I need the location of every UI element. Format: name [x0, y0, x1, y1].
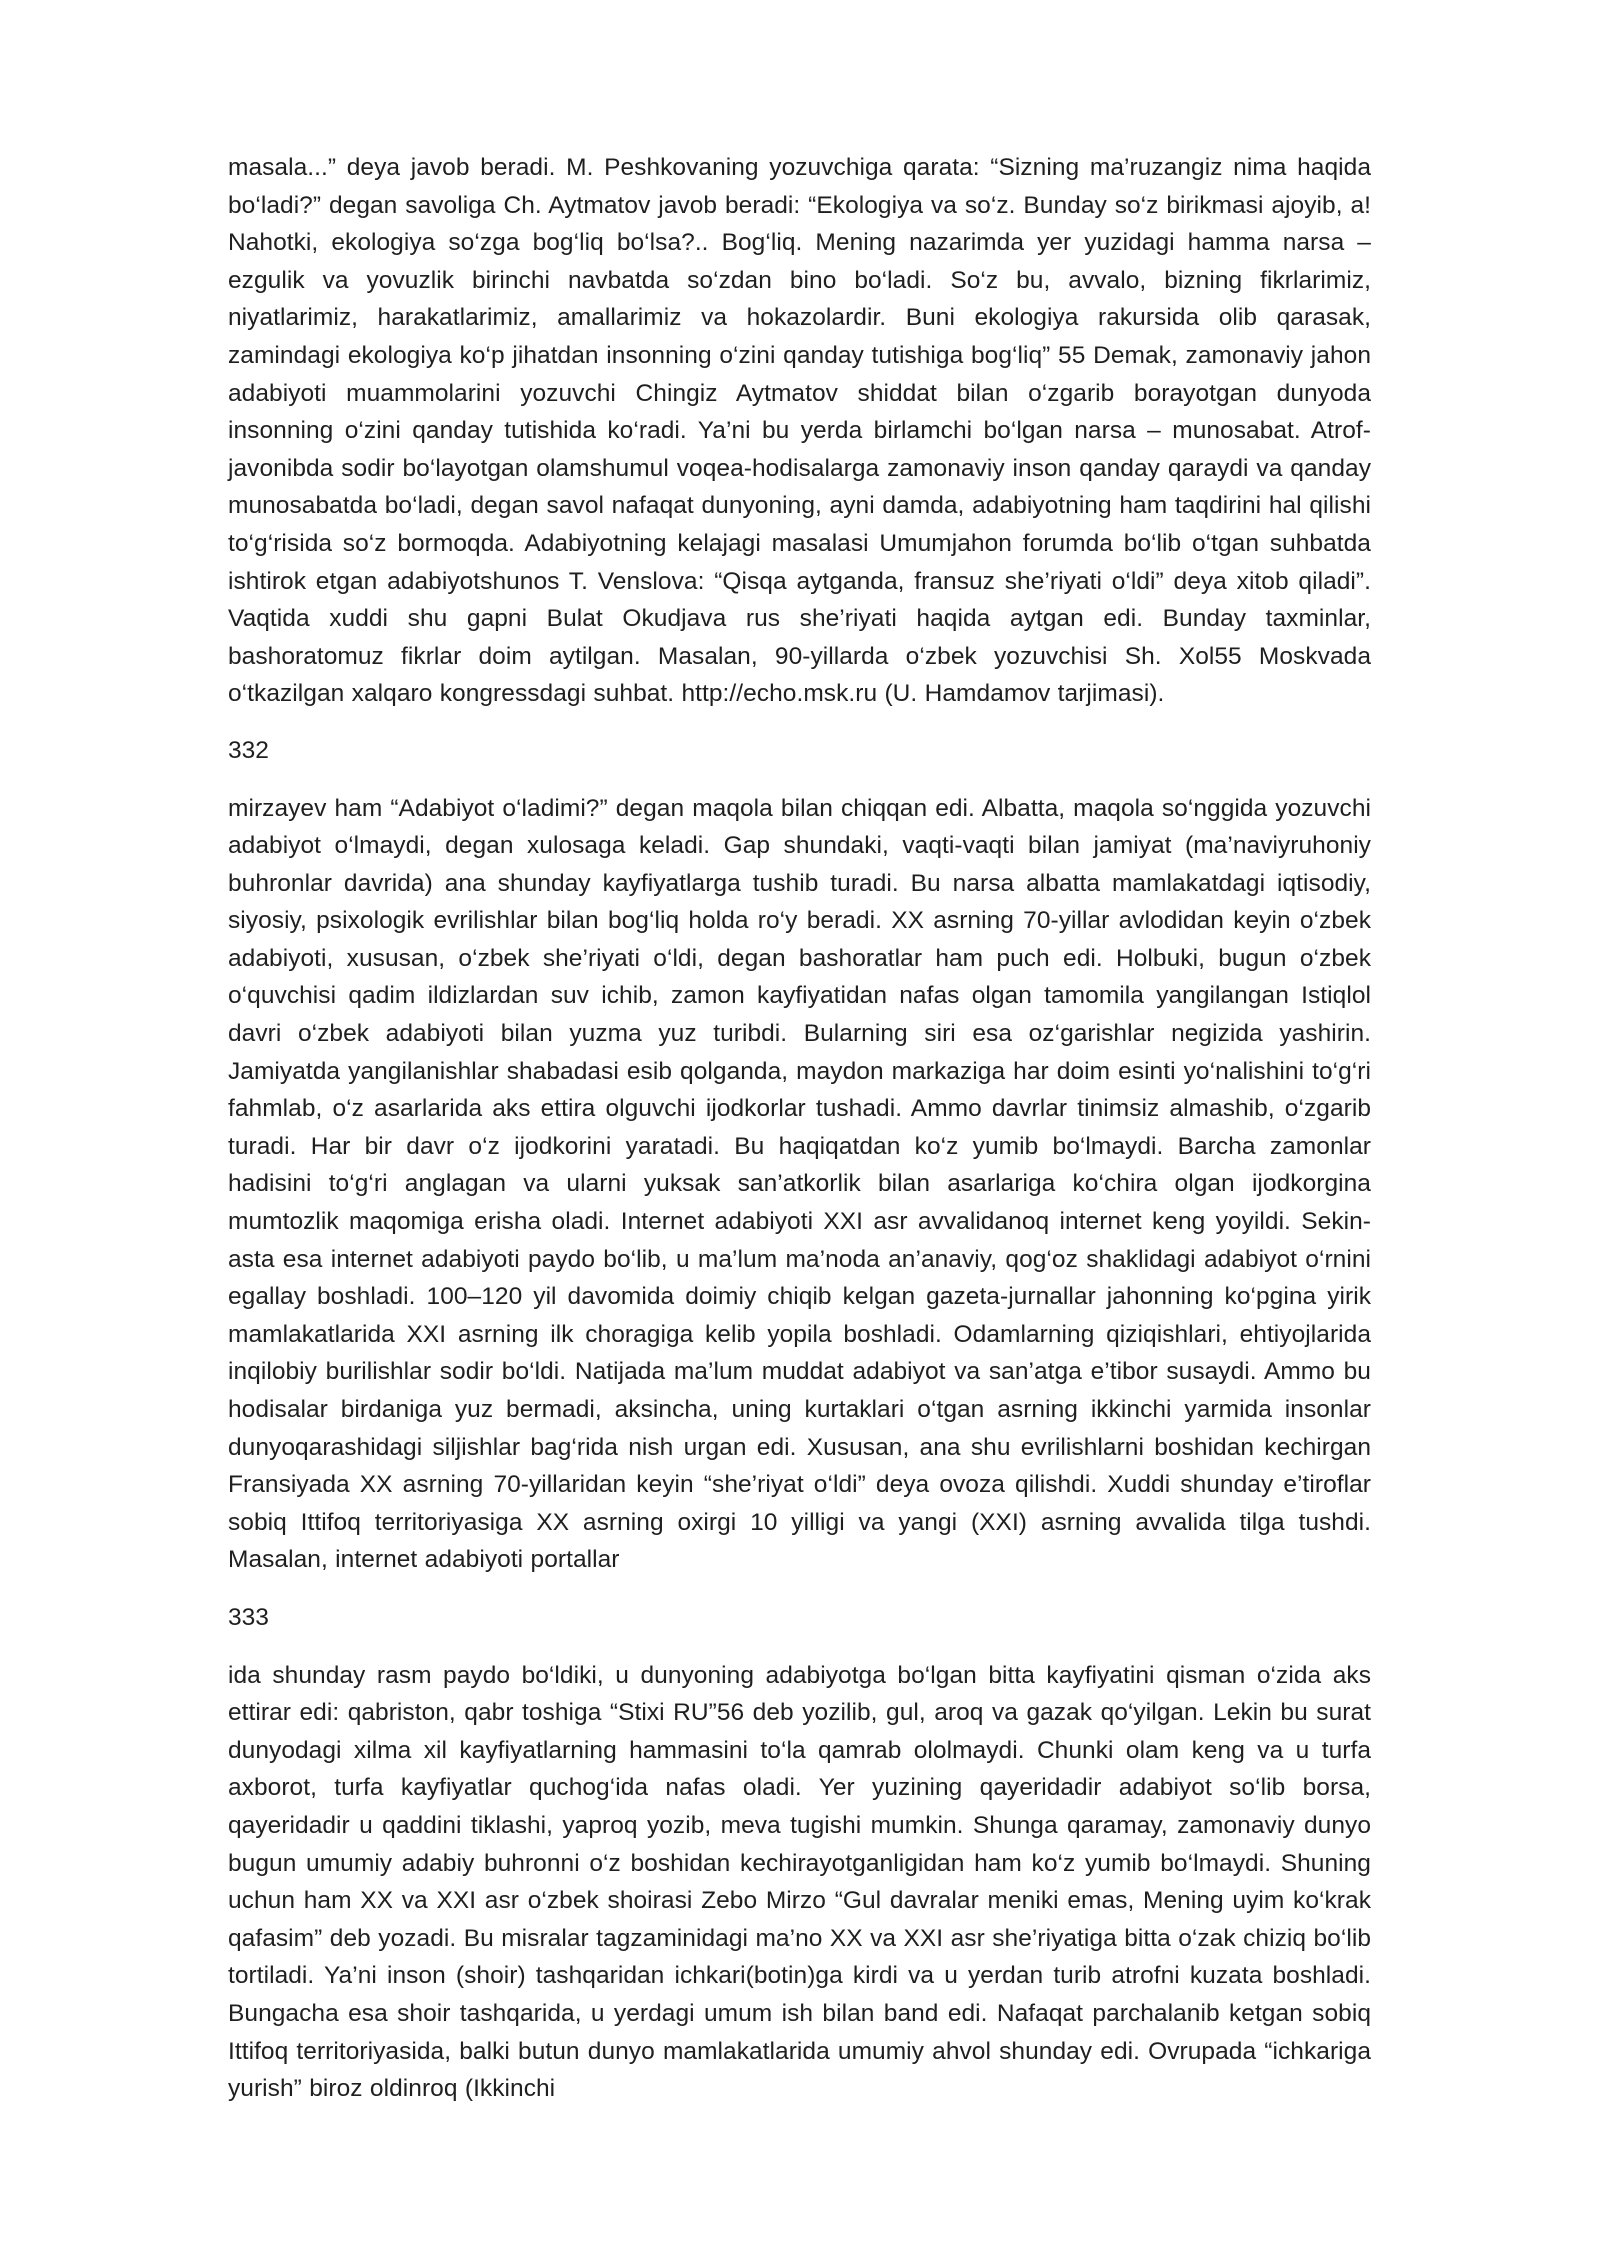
page-number: 332 [228, 736, 269, 764]
page-number: 333 [228, 1603, 269, 1631]
body-paragraph: mirzayev ham “Adabiyot o‘ladimi?” degan maqola bilan chiqqan edi. Albatta, maqola so‘nggida yozuvchi adabiyot o‘lmaydi, degan xulosaga keladi. Gap shundaki, vaqti-vaqti bilan jamiyat (ma’naviyruhoniy buhronlar davrida) ana shunday kayfiyatlarga tushib turadi. Bu narsa albatta mamlakatdagi iqtisodiy, siyosiy, psixologik evrilishlar bilan bog‘liq holda ro‘y beradi. XX asrning 70-yillar avlodidan keyin o‘zbek adabiyoti, xususan, o‘zbek she’riyati o‘ldi, degan bashoratlar ham puch edi. Holbuki, bugun o‘zbek o‘quvchisi qadim ildizlardan suv ichib, zamon kayfiyatidan nafas olgan tamomila yangilangan Istiqlol davri o‘zbek adabiyoti bilan yuzma yuz turibdi. Bularning siri esa oz‘garishlar negizida yashirin. Jamiyatda yangilanishlar shabadasi esib qolganda, maydon markaziga har doim esinti yo‘nalishini to‘g‘ri fahmlab, o‘z asarlarida aks ettira olguvchi ijodkorlar tushadi. Ammo davrlar tinimsiz almashib, o‘zgarib turadi. Har bir davr o‘z ijodkorini yaratadi. Bu haqiqatdan ko‘z yumib bo‘lmaydi. Barcha zamonlar hadisini to‘g‘ri anglagan va ularni yuksak san’atkorlik bilan asarlariga ko‘chira olgan ijodkorgina mumtozlik maqomiga erisha oladi. Internet adabiyoti XXI asr avvalidanoq internet keng yoyildi. Sekin-asta esa internet adabiyoti paydo bo‘lib, u ma’lum ma’noda an’anaviy, qog‘oz shaklidagi adabiyot o‘rnini egallay boshladi. 100–120 yil davomida doimiy chiqib kelgan gazeta-jurnallar jahonning ko‘pgina yirik mamlakatlarida XXI asrning ilk choragiga kelib yopila boshladi. Odamlarning qiziqishlari, ehtiyojlarida inqilobiy burilishlar sodir bo‘ldi. Natijada ma’lum muddat adabiyot va san’atga e’tibor susaydi. Ammo bu hodisalar birdaniga yuz bermadi, aksincha, uning kurtaklari o‘tgan asrning ikkinchi yarmida insonlar dunyoqarashidagi siljishlar bag‘rida nish urgan edi. Xususan, ana shu evrilishlarni boshidan kechirgan Fransiyada XX asrning 70-yillaridan keyin “she’riyat o‘ldi” deya ovoza qilishdi. Xuddi shunday e’tiroflar sobiq Ittifoq territoriyasiga XX asrning oxirgi 10 yilligi va yangi (XXI) asrning avvalida tilga tushdi. Masalan, internet adabiyoti portallar [228, 794, 1371, 1574]
document-page [228, 149, 1371, 2108]
body-paragraph: masala...” deya javob beradi. M. Peshkovaning yozuvchiga qarata: “Sizning ma’ruzangiz nima haqida bo‘ladi?” degan savoliga Ch. Aytmatov javob beradi: “Ekologiya va so‘z. Bunday so‘z birikmasi ajoyib, a! Nahotki, ekologiya so‘zga bog‘liq bo‘lsa?.. Bog‘liq. Mening nazarimda yer yuzidagi hamma narsa – ezgulik va yovuzlik birinchi navbatda so‘zdan bino bo‘ladi. So‘z bu, avvalo, bizning fikrlarimiz, niyatlarimiz, harakatlarimiz, amallarimiz va hokazolardir. Buni ekologiya rakursida olib qarasak, zamindagi ekologiya ko‘p jihatdan insonning o‘zini qanday tutishiga bog‘liq” 55 Demak, zamonaviy jahon adabiyoti muammolarini yozuvchi Chingiz Aytmatov shiddat bilan o‘zgarib borayotgan dunyoda insonning o‘zini qanday tutishida ko‘radi. Ya’ni bu yerda birlamchi bo‘lgan narsa – munosabat. Atrof-javonibda sodir bo‘layotgan olamshumul voqea-hodisalarga zamonaviy inson qanday qaraydi va qanday munosabatda bo‘ladi, degan savol nafaqat dunyoning, ayni damda, adabiyotning ham taqdirini hal qilishi to‘g‘risida so‘z bormoqda. Adabiyotning kelajagi masalasi Umumjahon forumda bo‘lib o‘tgan suhbatda ishtirok etgan adabiyotshunos T. Venslova: “Qisqa aytganda, fransuz she’riyati o‘ldi” deya xitob qiladi”. Vaqtida xuddi shu gapni Bulat Okudjava rus she’riyati haqida aytgan edi. Bunday taxminlar, bashoratomuz fikrlar doim aytilgan. Masalan, 90-yillarda o‘zbek yozuvchisi Sh. Xol55 Moskvada o‘tkazilgan xalqaro kongressdagi suhbat. http://echo.msk.ru (U. Hamdamov tarjimasi). [228, 154, 1371, 708]
body-paragraph: ida shunday rasm paydo bo‘ldiki, u dunyoning adabiyotga bo‘lgan bitta kayfiyatini qisman o‘zida aks ettirar edi: qabriston, qabr toshiga “Stixi RU”56 deb yozilib, gul, aroq va gazak qo‘yilgan. Lekin bu surat dunyodagi xilma xil kayfiyatlarning hammasini to‘la qamrab ololmaydi. Chunki olam keng va u turfa axborot, turfa kayfiyatlar quchog‘ida nafas oladi. Yer yuzining qayeridadir adabiyot so‘lib borsa, qayeridadir u qaddini tiklashi, yaproq yozib, meva tugishi mumkin. Shunga qaramay, zamonaviy dunyo bugun umumiy adabiy buhronni o‘z boshidan kechirayotganligidan ham ko‘z yumib bo‘lmaydi. Shuning uchun ham XX va XXI asr o‘zbek shoirasi Zebo Mirzo “Gul davralar meniki emas, Mening uyim ko‘krak qafasim” deb yozadi. Bu misralar tagzaminidagi ma’no XX va XXI asr she’riyatiga bitta o‘zak chiziq bo‘lib tortiladi. Ya’ni inson (shoir) tashqaridan ichkari(botin)ga kirdi va u yerdan turib atrofni kuzata boshladi. Bungacha esa shoir tashqarida, u yerdagi umum ish bilan band edi. Nafaqat parchalanib ketgan sobiq Ittifoq territoriyasida, balki butun dunyo mamlakatlarida umumiy ahvol shunday edi. Ovrupada “ichkariga yurish” biroz oldinroq (Ikkinchi [228, 1661, 1371, 2103]
